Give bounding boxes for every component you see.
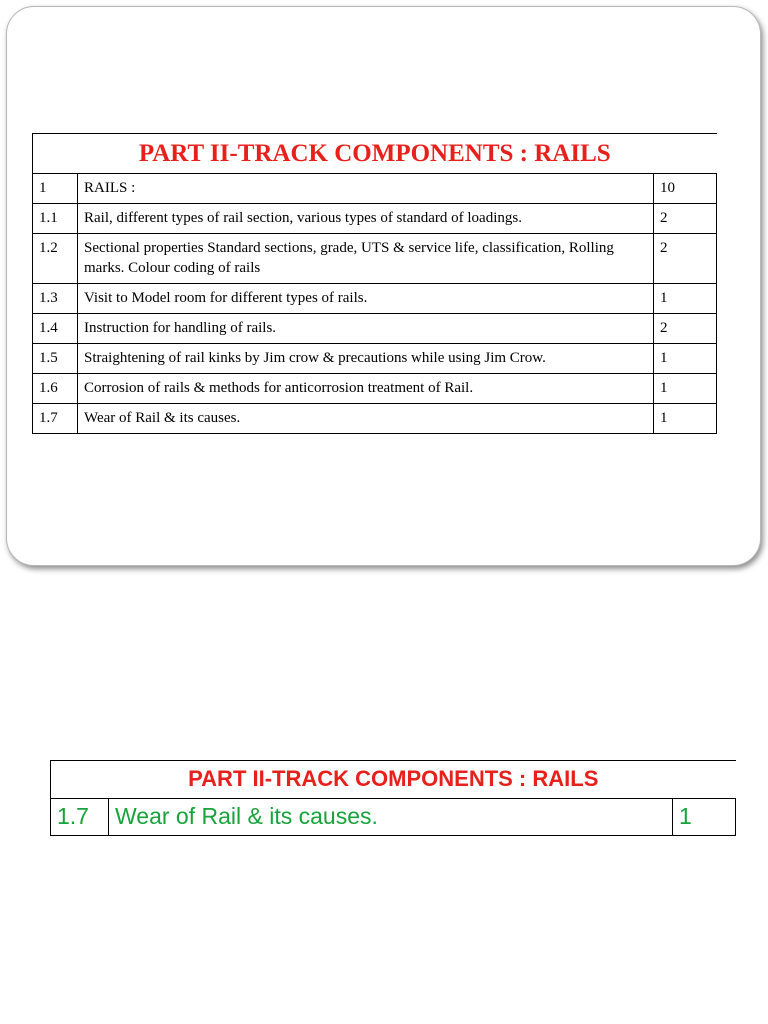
highlight-row xyxy=(51,799,736,836)
highlight-row-number: 1.7 xyxy=(51,799,109,836)
row-number: 1.3 xyxy=(33,284,78,314)
row-number: 1.2 xyxy=(33,234,78,284)
row-hours: 2 xyxy=(654,204,717,234)
row-topic: Instruction for handling of rails. xyxy=(78,314,654,344)
row-topic: RAILS : xyxy=(78,174,654,204)
highlight-row-topic: Wear of Rail & its causes. xyxy=(109,799,673,836)
table-row xyxy=(33,174,717,204)
table-row xyxy=(33,314,717,344)
row-number: 1.7 xyxy=(33,404,78,434)
row-hours: 2 xyxy=(654,234,717,284)
row-topic: Visit to Model room for different types of rails. xyxy=(78,284,654,314)
row-hours: 2 xyxy=(654,314,717,344)
table-row xyxy=(33,284,717,314)
table-row xyxy=(33,234,717,284)
row-hours: 1 xyxy=(654,344,717,374)
row-hours: 1 xyxy=(654,404,717,434)
row-hours: 1 xyxy=(654,374,717,404)
row-topic: Sectional properties Standard sections, grade, UTS & service life, classification, Rolling marks. Colour coding of rails xyxy=(78,234,654,284)
table-row xyxy=(33,404,717,434)
table-row xyxy=(33,344,717,374)
highlight-title: PART II-TRACK COMPONENTS : RAILS xyxy=(51,761,736,799)
row-hours: 10 xyxy=(654,174,717,204)
rails-curriculum-table xyxy=(32,133,717,434)
row-number: 1.5 xyxy=(33,344,78,374)
row-number: 1.6 xyxy=(33,374,78,404)
table-row xyxy=(33,374,717,404)
row-number: 1.4 xyxy=(33,314,78,344)
table-title-row xyxy=(33,134,717,174)
row-number: 1 xyxy=(33,174,78,204)
row-topic: Wear of Rail & its causes. xyxy=(78,404,654,434)
highlight-title-row xyxy=(51,761,736,799)
highlighted-row-table xyxy=(50,760,736,836)
row-hours: 1 xyxy=(654,284,717,314)
row-topic: Corrosion of rails & methods for anticorrosion treatment of Rail. xyxy=(78,374,654,404)
row-number: 1.1 xyxy=(33,204,78,234)
table-row xyxy=(33,204,717,234)
row-topic: Rail, different types of rail section, various types of standard of loadings. xyxy=(78,204,654,234)
table-title: PART II-TRACK COMPONENTS : RAILS xyxy=(33,134,717,174)
highlight-row-hours: 1 xyxy=(673,799,736,836)
row-topic: Straightening of rail kinks by Jim crow & precautions while using Jim Crow. xyxy=(78,344,654,374)
